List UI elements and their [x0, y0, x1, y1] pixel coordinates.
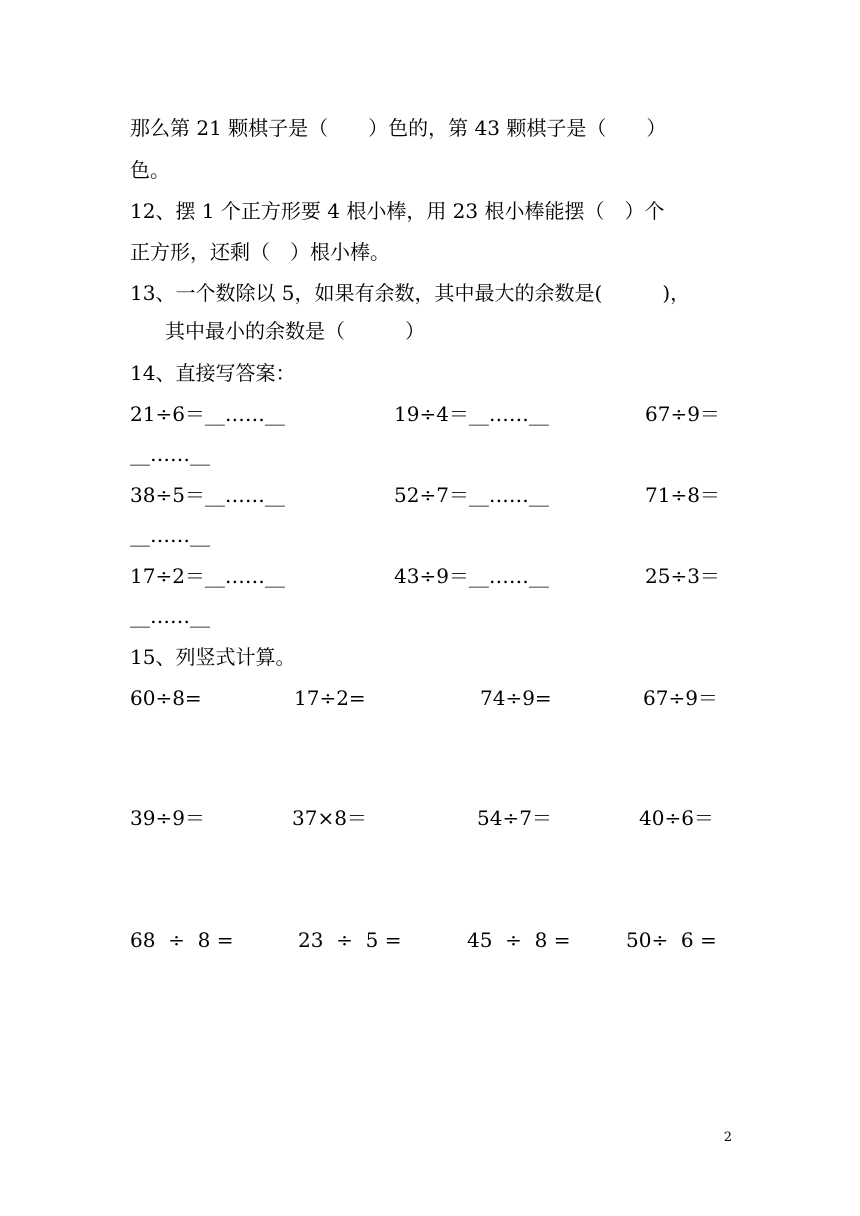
q15-title: 15、列竖式计算。 — [130, 645, 296, 669]
q15-item: 45 ÷ 8 = — [467, 928, 571, 952]
q14-row-3-wrap: __……__ — [130, 604, 210, 628]
q11-line-2: 色。 — [130, 158, 170, 182]
q11-line-1: 那么第 21 颗棋子是（ ）色的，第 43 颗棋子是（ ） — [130, 116, 667, 140]
q15-row — [0, 927, 860, 953]
q15-item: 17÷2= — [294, 686, 366, 710]
q15-item: 50÷ 6 = — [626, 928, 717, 952]
q14-item: 19÷4＝__……__ — [394, 402, 549, 426]
page-number: 2 — [723, 1130, 732, 1145]
q13-line-1: 13、一个数除以 5，如果有余数，其中最大的余数是( )， — [130, 281, 691, 305]
q15-item: 37×8＝ — [292, 806, 367, 830]
q14-item: 67÷9＝ — [645, 402, 720, 426]
q15-item: 68 ÷ 8 = — [130, 928, 234, 952]
q15-item: 60÷8= — [130, 686, 202, 710]
q15-item: 23 ÷ 5 = — [298, 928, 402, 952]
q14-item: 21÷6＝__……__ — [130, 402, 285, 426]
q14-item: 17÷2＝__……__ — [130, 564, 285, 588]
q14-item: 52÷7＝__……__ — [394, 483, 549, 507]
q15-item: 74÷9= — [480, 686, 552, 710]
q15-row — [0, 685, 860, 711]
q14-item: 25÷3＝ — [645, 564, 720, 588]
q15-item: 39÷9＝ — [130, 806, 205, 830]
q12-line-2: 正方形，还剩（ ）根小棒。 — [130, 240, 390, 264]
q15-row — [0, 805, 860, 831]
q15-item: 67÷9＝ — [643, 686, 718, 710]
q13-line-2: 其中最小的余数是（ ） — [165, 319, 425, 343]
q14-item: 38÷5＝__……__ — [130, 483, 285, 507]
q14-row — [0, 482, 860, 508]
q12-line-1: 12、摆 1 个正方形要 4 根小棒，用 23 根小棒能摆（ ）个 — [130, 199, 665, 223]
q14-item: 71÷8＝ — [645, 483, 720, 507]
q14-item: 43÷9＝__……__ — [394, 564, 549, 588]
q14-title: 14、直接写答案： — [130, 361, 296, 385]
q14-row — [0, 401, 860, 427]
q14-row-2-wrap: __……__ — [130, 523, 210, 547]
q14-row-1-wrap: __……__ — [130, 442, 210, 466]
q15-item: 40÷6＝ — [639, 806, 714, 830]
q15-item: 54÷7＝ — [477, 806, 552, 830]
q14-row — [0, 563, 860, 589]
